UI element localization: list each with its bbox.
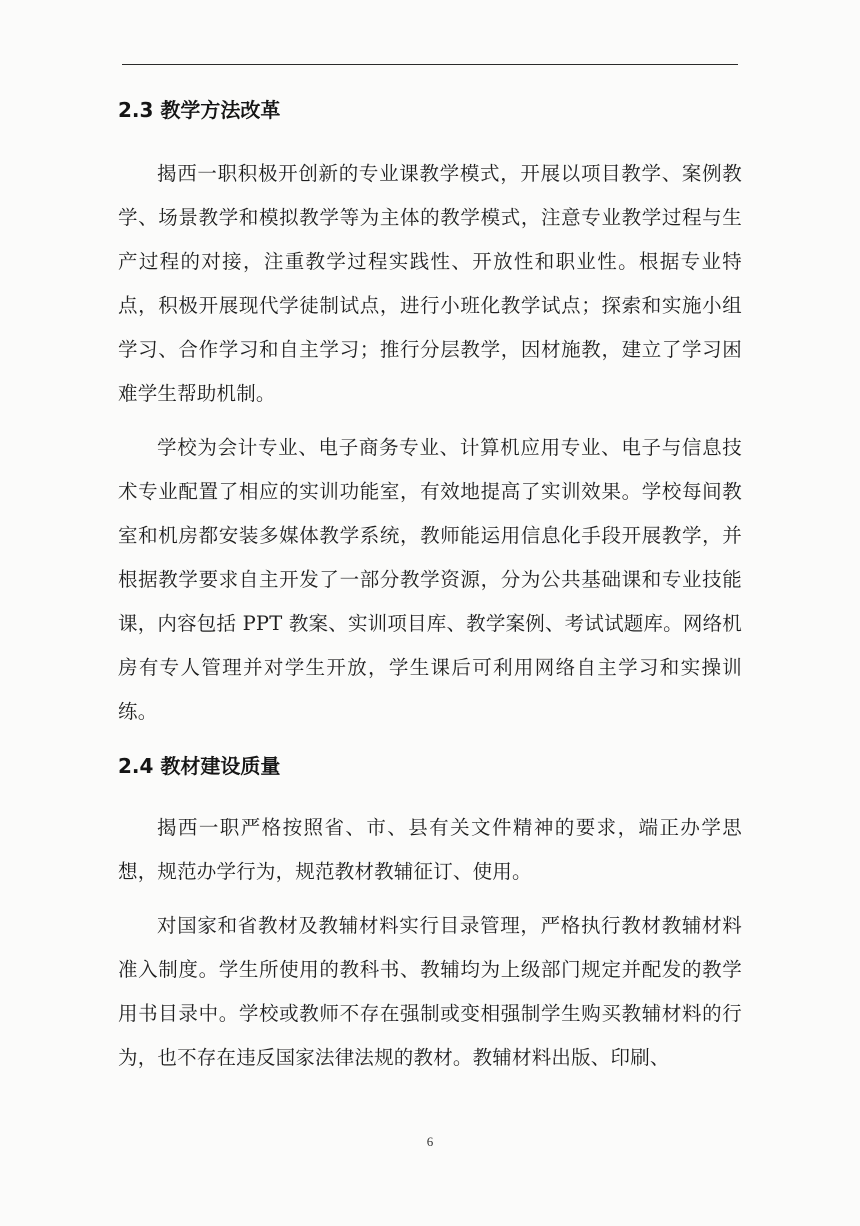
section-heading-2-4: 2.4 教材建设质量 bbox=[118, 754, 281, 778]
header-rule bbox=[122, 64, 738, 65]
paragraph: 对国家和省教材及教辅材料实行目录管理，严格执行教材教辅材料准入制度。学生所使用的教科书、教辅均为上级部门规定并配发的教学用书目录中。学校或教师不存在强制或变相强制学生购买教辅材料的行为，也不存在违反国家法律法规的教材。教辅材料出版、印刷、 bbox=[118, 914, 742, 1069]
paragraph: 学校为会计专业、电子商务专业、计算机应用专业、电子与信息技术专业配置了相应的实训功能室，有效地提高了实训效果。学校每间教室和机房都安装多媒体教学系统，教师能运用信息化手段开展教学，并根据教学要求自主开发了一部分教学资源，分为公共基础课和专业技能课，内容包括 PPT 教案、实训项目库、教学案例、考试试题库。网络机房有专人管理并对学生开放，学生课后可利用网络自主学习和实操训练。 bbox=[118, 436, 742, 723]
page-content bbox=[118, 88, 742, 1090]
section-heading-2-3: 2.3 教学方法改革 bbox=[118, 98, 281, 122]
page-number: 6 bbox=[426, 1134, 434, 1149]
paragraph: 揭西一职积极开创新的专业课教学模式，开展以项目教学、案例教学、场景教学和模拟教学等为主体的教学模式，注意专业教学过程与生产过程的对接，注重教学过程实践性、开放性和职业性。根据专业特点，积极开展现代学徒制试点，进行小班化教学试点；探索和实施小组学习、合作学习和自主学习；推行分层教学，因材施教，建立了学习困难学生帮助机制。 bbox=[118, 162, 742, 405]
paragraph: 揭西一职严格按照省、市、县有关文件精神的要求，端正办学思想，规范办学行为，规范教材教辅征订、使用。 bbox=[118, 816, 742, 883]
